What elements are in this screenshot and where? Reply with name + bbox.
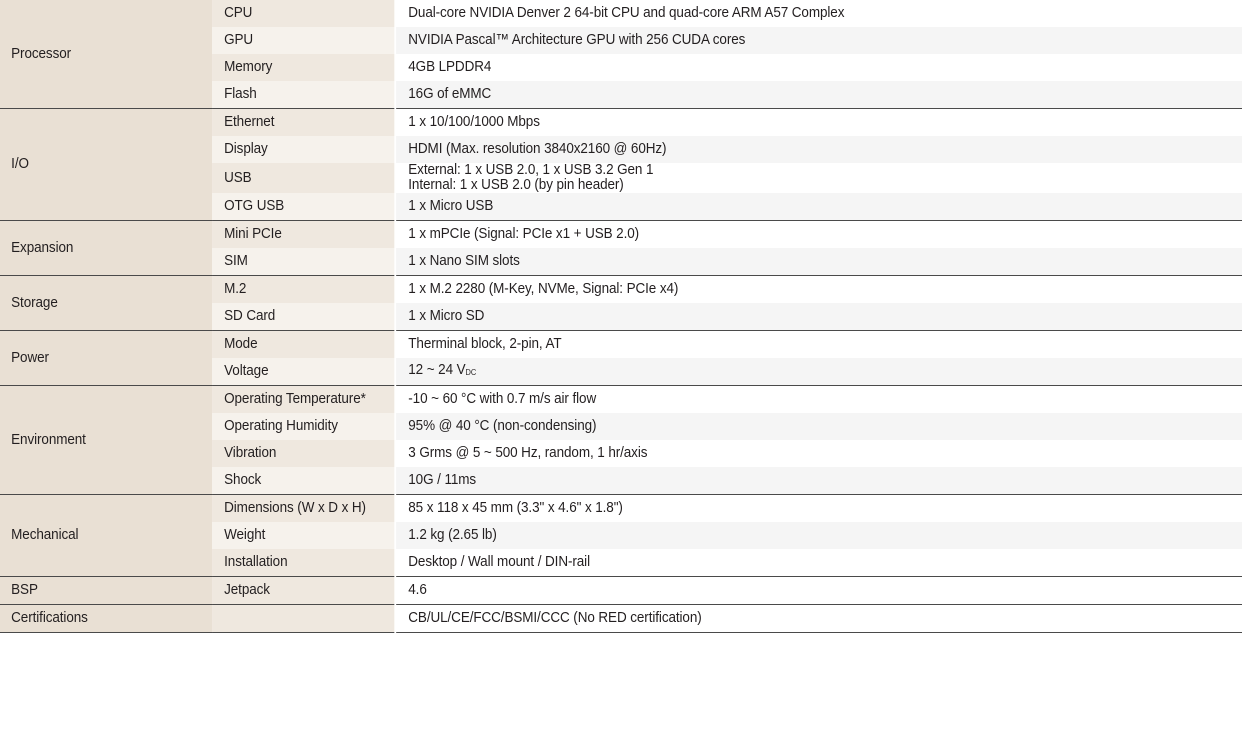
spec-item-value: HDMI (Max. resolution 3840x2160 @ 60Hz): [395, 136, 1242, 163]
spec-item-value: 1 x 10/100/1000 Mbps: [395, 109, 1242, 137]
spec-item-label: Shock: [212, 467, 395, 495]
spec-item-label: Display: [212, 136, 395, 163]
spec-item-value: 4GB LPDDR4: [395, 54, 1242, 81]
spec-item-label: Voltage: [212, 358, 395, 386]
category-processor: Processor: [0, 0, 212, 109]
category-mechanical: Mechanical: [0, 495, 212, 577]
spec-row: [0, 0, 1242, 27]
spec-item-value: Desktop / Wall mount / DIN-rail: [395, 549, 1242, 577]
spec-row: [0, 331, 1242, 359]
spec-item-label: USB: [212, 163, 395, 193]
spec-item-label: Ethernet: [212, 109, 395, 137]
spec-item-value: 85 x 118 x 45 mm (3.3" x 4.6" x 1.8"): [395, 495, 1242, 523]
spec-item-label: CPU: [212, 0, 395, 27]
spec-item-label: OTG USB: [212, 193, 395, 221]
spec-item-label: Installation: [212, 549, 395, 577]
spec-row: [0, 276, 1242, 304]
spec-item-label: GPU: [212, 27, 395, 54]
spec-item-label: Mode: [212, 331, 395, 359]
spec-item-label: [212, 605, 395, 633]
spec-item-value: Therminal block, 2-pin, AT: [395, 331, 1242, 359]
spec-row: [0, 109, 1242, 137]
spec-item-value: 1 x Micro USB: [395, 193, 1242, 221]
category-environment: Environment: [0, 386, 212, 495]
spec-item-value: 1 x mPCIe (Signal: PCIe x1 + USB 2.0): [395, 221, 1242, 249]
voltage-subscript: DC: [465, 368, 477, 377]
spec-item-value: 16G of eMMC: [395, 81, 1242, 109]
spec-item-value: 1 x Nano SIM slots: [395, 248, 1242, 276]
spec-item-label: Vibration: [212, 440, 395, 467]
spec-item-label: Operating Temperature*: [212, 386, 395, 414]
spec-row: [0, 577, 1242, 605]
spec-item-value: NVIDIA Pascal™ Architecture GPU with 256 CUDA cores: [395, 27, 1242, 54]
spec-item-label: Memory: [212, 54, 395, 81]
category-bsp: BSP: [0, 577, 212, 605]
spec-item-value: 4.6: [395, 577, 1242, 605]
spec-item-value: 1.2 kg (2.65 lb): [395, 522, 1242, 549]
spec-row: [0, 386, 1242, 414]
spec-item-value: -10 ~ 60 °C with 0.7 m/s air flow: [395, 386, 1242, 414]
usb-external-line: External: 1 x USB 2.0, 1 x USB 3.2 Gen 1: [408, 162, 654, 178]
spec-item-label: M.2: [212, 276, 395, 304]
category-power: Power: [0, 331, 212, 386]
spec-item-value: CB/UL/CE/FCC/BSMI/CCC (No RED certification): [395, 605, 1242, 633]
spec-item-value: [395, 163, 1242, 193]
category-expansion: Expansion: [0, 221, 212, 276]
category-storage: Storage: [0, 276, 212, 331]
spec-item-label: SD Card: [212, 303, 395, 331]
spec-item-label: Dimensions (W x D x H): [212, 495, 395, 523]
spec-item-label: Flash: [212, 81, 395, 109]
spec-item-value: 1 x M.2 2280 (M-Key, NVMe, Signal: PCIe x4): [395, 276, 1242, 304]
spec-item-value: Dual-core NVIDIA Denver 2 64-bit CPU and quad-core ARM A57 Complex: [395, 0, 1242, 27]
spec-row: [0, 221, 1242, 249]
spec-item-value: 1 x Micro SD: [395, 303, 1242, 331]
category-io: I/O: [0, 109, 212, 221]
voltage-value: 12 ~ 24 V: [408, 362, 466, 378]
spec-item-value: [395, 358, 1242, 386]
spec-item-value: 95% @ 40 °C (non-condensing): [395, 413, 1242, 440]
spec-item-label: Jetpack: [212, 577, 395, 605]
spec-row: [0, 605, 1242, 633]
spec-item-label: Mini PCIe: [212, 221, 395, 249]
spec-item-value: 10G / 11ms: [395, 467, 1242, 495]
category-certifications: Certifications: [0, 605, 212, 633]
spec-row: [0, 495, 1242, 523]
spec-item-value: 3 Grms @ 5 ~ 500 Hz, random, 1 hr/axis: [395, 440, 1242, 467]
usb-internal-line: Internal: 1 x USB 2.0 (by pin header): [408, 177, 624, 193]
spec-item-label: SIM: [212, 248, 395, 276]
spec-item-label: Weight: [212, 522, 395, 549]
spec-item-label: Operating Humidity: [212, 413, 395, 440]
